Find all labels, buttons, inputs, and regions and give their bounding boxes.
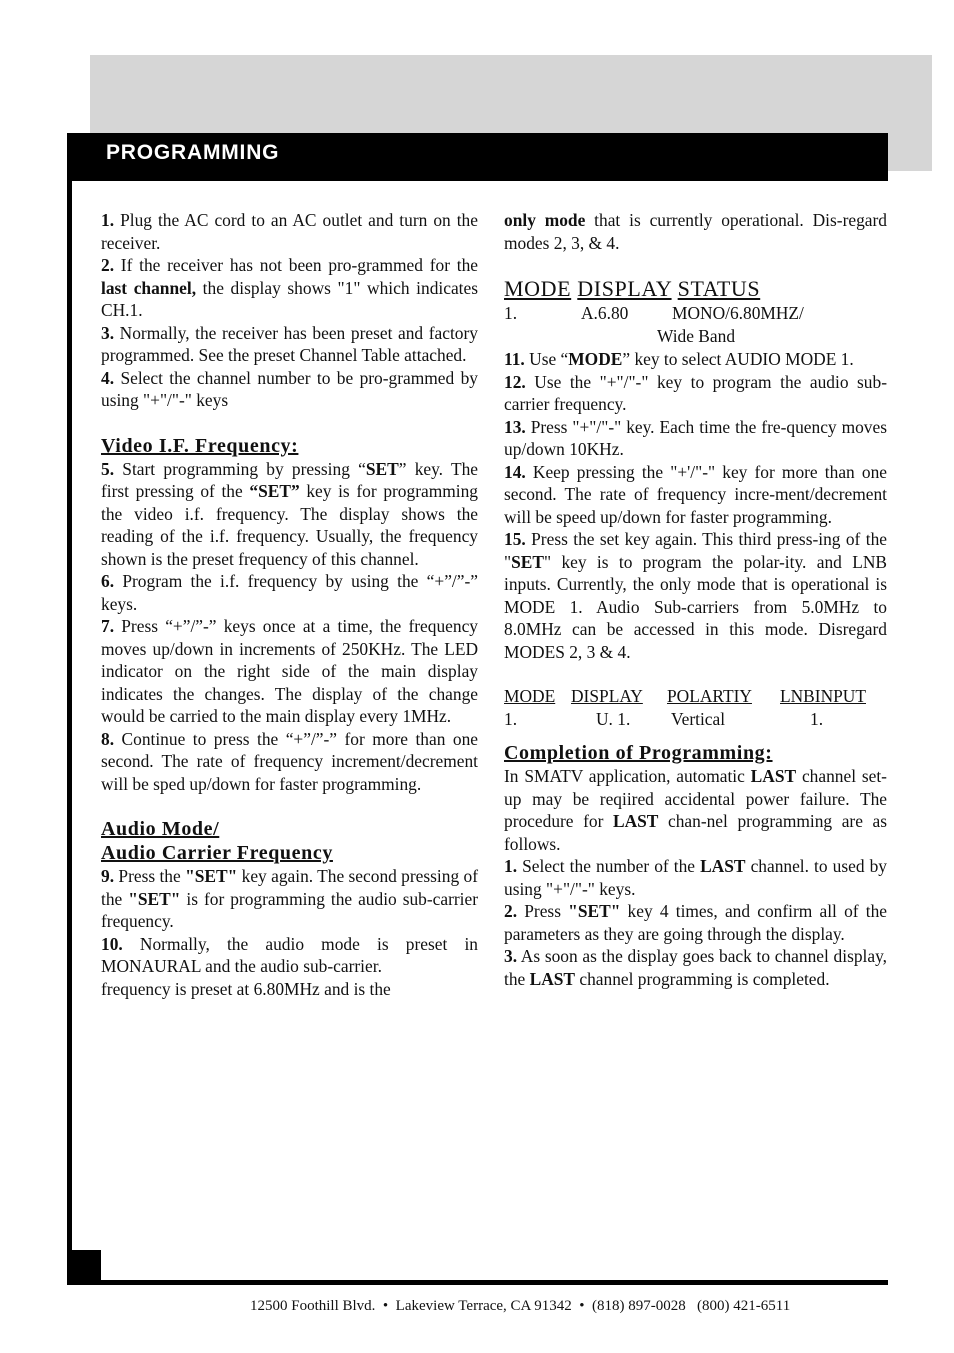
step-4: 4. Select the channel number to be pro-grammed by using "+"/"-" keys — [101, 367, 478, 410]
heading-video-if: Video I.F. Frequency: — [101, 434, 299, 457]
step-13: 13. Press "+"/"-" key. Each time the fre-quency moves up/down 10KHz. — [504, 416, 887, 459]
mode-table-1-row-cont: Wide Band — [657, 326, 736, 346]
step-10-end: only mode that is currently operational. Dis-regard modes 2, 3, & 4. — [504, 210, 887, 253]
heading-audio-carrier: Audio Carrier Frequency — [101, 842, 333, 864]
completion-step-3: 3. As soon as the display goes back to channel display, the LAST channel programming is completed. — [504, 946, 887, 989]
step-9: 9. Press the "SET" key again. The second pressing of the "SET" is for programming the audio sub-carrier frequency. — [101, 866, 479, 931]
section-title: PROGRAMMING — [106, 141, 280, 164]
step-6: 6. Program the i.f. frequency by using the “+”/”-” keys. — [101, 571, 478, 614]
step-11: 11. Use “MODE” key to select AUDIO MODE 1. — [504, 349, 854, 369]
step-1: 1. Plug the AC cord to an AC outlet and turn on the receiver. — [101, 210, 478, 253]
mode-table-2-header: MODE DISPLAY POLARTIY LNBINPUT — [504, 686, 866, 706]
step-2: 2. If the receiver has not been pro-grammed for the last channel, the display shows "1" which indicates CH.1. — [101, 255, 478, 320]
step-3: 3. Normally, the receiver has been preset and factory programmed. See the preset Channel Table attached. — [101, 322, 478, 365]
step-8: 8. Continue to press the “+”/”-” for more than one second. The rate of frequency increment/decrement will be sped up/down for faster programming. — [101, 728, 478, 794]
mode-table-1-header: MODE DISPLAY STATUS — [504, 276, 761, 301]
completion-step-2: 2. Press "SET" key 4 times, and confirm all of the parameters as they are going through the display. — [504, 901, 887, 944]
right-column — [504, 209, 887, 990]
step-5: 5. Start programming by pressing “SET” key. The first pressing of the “SET” key is for programming the video i.f. frequency. The display shows the reading of the i.f. frequency. Usually, the frequency shown is the preset frequency of this channel. — [101, 458, 478, 569]
step-10: 10. Normally, the audio mode is preset in MONAURAL and the audio sub-carrier. — [101, 933, 478, 976]
completion-step-1: 1. Select the number of the LAST channel. to used by using "+"/"-" keys. — [504, 856, 887, 899]
completion-intro: In SMATV application, automatic LAST channel set-up may be reqiired accidental power failure. The procedure for LAST chan-nel programming are as follows. — [504, 766, 887, 854]
section-title-bar — [67, 133, 888, 181]
step-12: 12. Use the "+"/"-" key to program the audio sub-carrier frequency. — [504, 371, 887, 414]
step-15: 15. Press the set key again. This third press-ing of the "SET" key is to program the polar-ity. and LNB inputs. Currently, the only mode that is operational is MODE 1. Audio Sub-carriers from 5.0MHz to 8.0MHz can be accessed in this mode. Disregard MODES 2, 3 & 4. — [504, 529, 887, 662]
step-7: 7. Press “+”/”-” keys once at a time, the frequency moves up/down in increments of 250KHz. The LED indicator on the right side of the main display indicates the changes. The display of the change would be carried to the main display every 1MHz. — [101, 616, 478, 726]
heading-completion: Completion of Programming: — [504, 742, 773, 764]
mode-table-1-row: 1. A.6.80 MONO/6.80MHZ/ — [504, 303, 804, 323]
left-column — [101, 209, 478, 1000]
step-14: 14. Keep pressing the "+'/"-" key for more than one second. The rate of frequency incre-ment/decrement will be speed up/down for faster programming. — [504, 461, 887, 527]
step-10-continued: frequency is preset at 6.80MHz and is the — [101, 978, 391, 999]
bottom-border-rule — [67, 1280, 888, 1285]
footer-address: 12500 Foothill Blvd. • Lakeview Terrace, CA 91342 • (818) 897-0028 (800) 421-6511 — [250, 1298, 791, 1314]
heading-audio-mode: Audio Mode/ — [101, 818, 220, 840]
left-border-rule — [67, 181, 72, 1285]
mode-table-2-row: 1. U. 1. Vertical 1. — [504, 709, 824, 729]
